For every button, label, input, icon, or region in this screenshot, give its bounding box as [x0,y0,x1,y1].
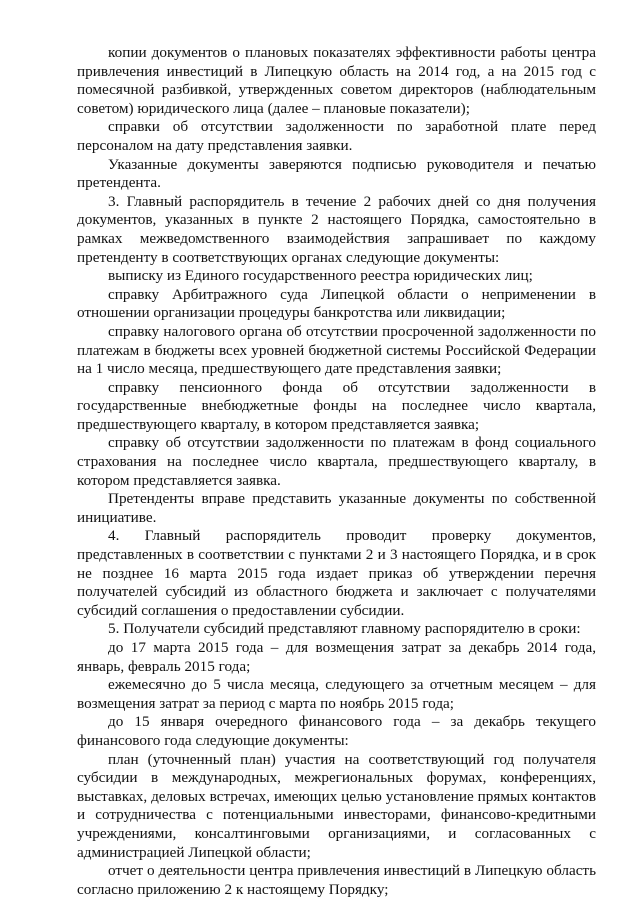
paragraph-activity-report: отчет о деятельности центра привлечения инвестиций в Липецкую область согласно приложению 2 к настоящему Порядку; [77,862,596,898]
paragraph-deadline-march: до 17 марта 2015 года – для возмещения затрат за декабрь 2014 года, январь, февраль 2015 года; [77,639,596,675]
paragraph-deadline-january: до 15 января очередного финансового года – за декабрь текущего финансового года следующие документы: [77,713,596,749]
paragraph-item-5: 5. Получатели субсидий представляют главному распорядителю в сроки: [108,620,581,638]
paragraph-participation-plan: план (уточненный план) участия на соответствующий год получателя субсидии в международных, межрегиональных форумах, конференциях, выставках, деловых встречах, имеющих целью установление прямых контактов и сотрудничества с потенциальными инвесторами, финансово-кредитными учреждениями, консалтинговыми организациями, и согласованных с администрацией Липецкой области; [77,750,596,861]
paragraph-item-4: 4. Главный распорядитель проводит проверку документов, представленных в соответствии с пунктами 2 и 3 настоящего Порядка, и в срок не позднее 16 марта 2015 года издает приказ об утверждении перечня получателей субсидий из областного бюджета и заключает с получателями субсидий соглашения о предоставлении субсидии. [77,527,596,619]
paragraph-plan-documents: копии документов о плановых показателях эффективности работы центра привлечения инвестиций в Липецкую область на 2014 год, а на 2015 год с помесячной разбивкой, утвержденных советом директоров (наблюдательным советом) юридического лица (далее – плановые показатели); [77,44,596,117]
paragraph-arbitration-certificate: справку Арбитражного суда Липецкой области о неприменении в отношении организации процедуры банкротства или ликвидации; [77,285,596,322]
paragraph-tax-certificate: справку налогового органа об отсутствии просроченной задолженности по платежам в бюджеты всех уровней бюджетной системы Российской Федерации на 1 число месяца, предшествующего дате представления заявки; [77,322,596,378]
paragraph-social-insurance-certificate: справку об отсутствии задолженности по платежам в фонд социального страхования на последнее число квартала, предшествующего кварталу, в котором представляется заявка. [77,434,596,489]
paragraph-deadline-monthly: ежемесячно до 5 числа месяца, следующего за отчетным месяцем – для возмещения затрат за период с марта по ноябрь 2015 года; [77,676,596,712]
paragraph-certification: Указанные документы заверяются подписью руководителя и печатью претендента. [77,155,596,192]
paragraph-item-3: 3. Главный распорядитель в течение 2 рабочих дней со дня получения документов, указанных в пункте 2 настоящего Порядка, самостоятельно в рамках межведомственного взаимодействия запрашивает по каждому претенденту в соответствующих органах следующие документы: [77,192,596,266]
document-page [77,44,596,899]
paragraph-registry-extract: выписку из Единого государственного реестра юридических лиц; [108,267,533,285]
paragraph-pension-certificate: справку пенсионного фонда об отсутствии задолженности в государственные внебюджетные фонды на последнее число квартала, предшествующего кварталу, в котором представляется заявка; [77,378,596,433]
paragraph-own-initiative: Претенденты вправе представить указанные документы по собственной инициативе. [77,490,596,526]
paragraph-salary-certificate: справки об отсутствии задолженности по заработной плате перед персоналом на дату представления заявки. [77,118,596,154]
